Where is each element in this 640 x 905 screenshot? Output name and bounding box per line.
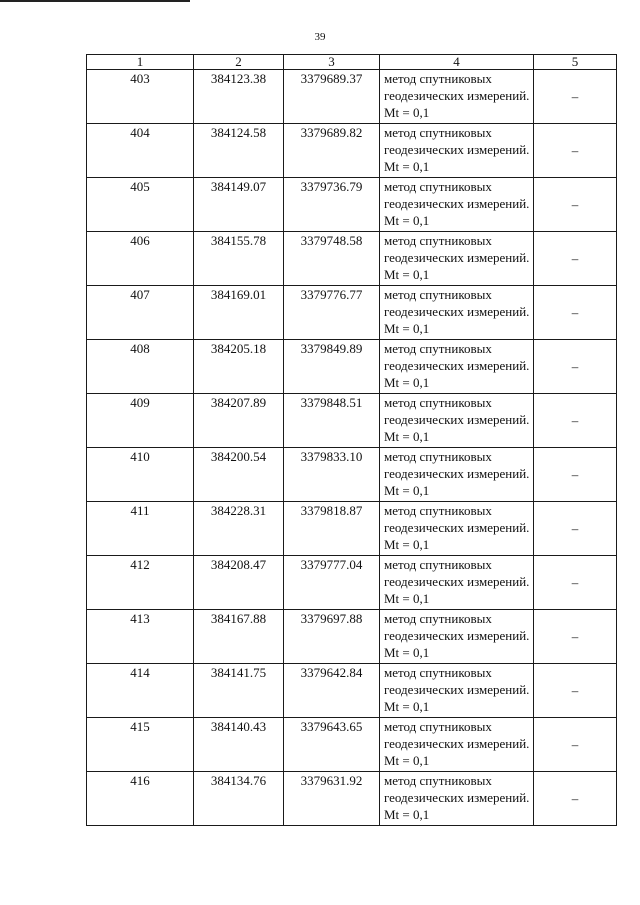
point-number-cell: 407	[87, 286, 194, 340]
method-cell: метод спутниковых геодезических измерений. Mt = 0,1	[380, 124, 534, 178]
table-row	[87, 232, 617, 286]
point-number-cell: 409	[87, 394, 194, 448]
x-coordinate-cell: 384208.47	[194, 556, 284, 610]
note-cell: –	[534, 610, 617, 664]
coordinates-table	[86, 54, 617, 826]
point-number-cell: 412	[87, 556, 194, 610]
note-cell: –	[534, 340, 617, 394]
point-number-cell: 410	[87, 448, 194, 502]
top-rule	[0, 0, 190, 2]
y-coordinate-cell: 3379736.79	[284, 178, 380, 232]
method-cell: метод спутниковых геодезических измерений. Mt = 0,1	[380, 394, 534, 448]
table-row	[87, 556, 617, 610]
x-coordinate-cell: 384124.58	[194, 124, 284, 178]
column-header-2: 2	[194, 55, 284, 70]
y-coordinate-cell: 3379642.84	[284, 664, 380, 718]
y-coordinate-cell: 3379643.65	[284, 718, 380, 772]
point-number-cell: 406	[87, 232, 194, 286]
x-coordinate-cell: 384167.88	[194, 610, 284, 664]
note-cell: –	[534, 232, 617, 286]
note-cell: –	[534, 178, 617, 232]
x-coordinate-cell: 384205.18	[194, 340, 284, 394]
note-cell: –	[534, 70, 617, 124]
y-coordinate-cell: 3379689.37	[284, 70, 380, 124]
note-cell: –	[534, 718, 617, 772]
x-coordinate-cell: 384140.43	[194, 718, 284, 772]
table-header	[87, 55, 617, 70]
method-cell: метод спутниковых геодезических измерений. Mt = 0,1	[380, 718, 534, 772]
x-coordinate-cell: 384155.78	[194, 232, 284, 286]
y-coordinate-cell: 3379689.82	[284, 124, 380, 178]
y-coordinate-cell: 3379777.04	[284, 556, 380, 610]
table-row	[87, 70, 617, 124]
y-coordinate-cell: 3379748.58	[284, 232, 380, 286]
table-row	[87, 664, 617, 718]
x-coordinate-cell: 384228.31	[194, 502, 284, 556]
table-row	[87, 124, 617, 178]
column-header-1: 1	[87, 55, 194, 70]
point-number-cell: 414	[87, 664, 194, 718]
x-coordinate-cell: 384200.54	[194, 448, 284, 502]
note-cell: –	[534, 664, 617, 718]
x-coordinate-cell: 384207.89	[194, 394, 284, 448]
x-coordinate-cell: 384141.75	[194, 664, 284, 718]
method-cell: метод спутниковых геодезических измерений. Mt = 0,1	[380, 556, 534, 610]
point-number-cell: 408	[87, 340, 194, 394]
method-cell: метод спутниковых геодезических измерений. Mt = 0,1	[380, 232, 534, 286]
method-cell: метод спутниковых геодезических измерений. Mt = 0,1	[380, 664, 534, 718]
y-coordinate-cell: 3379833.10	[284, 448, 380, 502]
note-cell: –	[534, 394, 617, 448]
method-cell: метод спутниковых геодезических измерений. Mt = 0,1	[380, 448, 534, 502]
page-number: 39	[314, 31, 326, 43]
column-header-4: 4	[380, 55, 534, 70]
x-coordinate-cell: 384123.38	[194, 70, 284, 124]
method-cell: метод спутниковых геодезических измерений. Mt = 0,1	[380, 772, 534, 826]
table-row	[87, 610, 617, 664]
x-coordinate-cell: 384134.76	[194, 772, 284, 826]
point-number-cell: 411	[87, 502, 194, 556]
y-coordinate-cell: 3379818.87	[284, 502, 380, 556]
point-number-cell: 405	[87, 178, 194, 232]
note-cell: –	[534, 502, 617, 556]
y-coordinate-cell: 3379849.89	[284, 340, 380, 394]
method-cell: метод спутниковых геодезических измерений. Mt = 0,1	[380, 502, 534, 556]
column-header-5: 5	[534, 55, 617, 70]
method-cell: метод спутниковых геодезических измерений. Mt = 0,1	[380, 610, 534, 664]
table-row	[87, 178, 617, 232]
point-number-cell: 413	[87, 610, 194, 664]
note-cell: –	[534, 556, 617, 610]
point-number-cell: 416	[87, 772, 194, 826]
column-header-3: 3	[284, 55, 380, 70]
note-cell: –	[534, 772, 617, 826]
x-coordinate-cell: 384149.07	[194, 178, 284, 232]
table-body	[87, 70, 617, 826]
x-coordinate-cell: 384169.01	[194, 286, 284, 340]
method-cell: метод спутниковых геодезических измерений. Mt = 0,1	[380, 178, 534, 232]
table-row	[87, 772, 617, 826]
y-coordinate-cell: 3379631.92	[284, 772, 380, 826]
point-number-cell: 404	[87, 124, 194, 178]
note-cell: –	[534, 286, 617, 340]
note-cell: –	[534, 124, 617, 178]
y-coordinate-cell: 3379776.77	[284, 286, 380, 340]
table-row	[87, 286, 617, 340]
table-row	[87, 448, 617, 502]
y-coordinate-cell: 3379848.51	[284, 394, 380, 448]
point-number-cell: 403	[87, 70, 194, 124]
note-cell: –	[534, 448, 617, 502]
header-row	[87, 55, 617, 70]
method-cell: метод спутниковых геодезических измерений. Mt = 0,1	[380, 286, 534, 340]
y-coordinate-cell: 3379697.88	[284, 610, 380, 664]
method-cell: метод спутниковых геодезических измерений. Mt = 0,1	[380, 340, 534, 394]
table-row	[87, 394, 617, 448]
table-row	[87, 502, 617, 556]
method-cell: метод спутниковых геодезических измерений. Mt = 0,1	[380, 70, 534, 124]
table-row	[87, 718, 617, 772]
table-row	[87, 340, 617, 394]
point-number-cell: 415	[87, 718, 194, 772]
